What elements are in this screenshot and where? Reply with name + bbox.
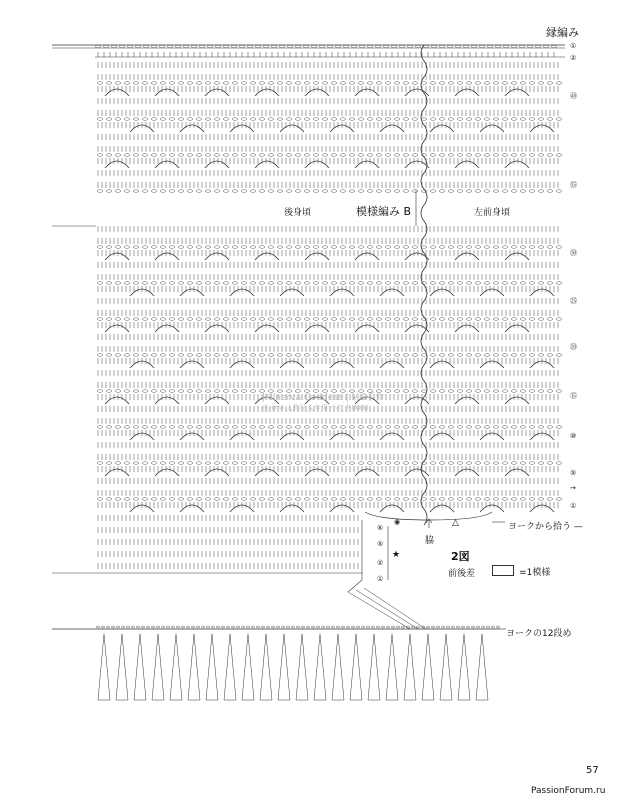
bottom-arrow: → xyxy=(570,484,576,492)
watermark-line-2: 由-(m) 人物私人专用 小红书(MG) xyxy=(262,404,369,412)
body-rows xyxy=(52,62,562,573)
front-diff-row-2: ② xyxy=(377,559,384,567)
legend-text: =1模様 xyxy=(519,568,551,578)
legend xyxy=(492,560,550,579)
side-label: 脇 xyxy=(425,536,435,546)
watermark-line-1: |Minerva Goddess | MG手作 xyxy=(262,393,385,403)
front-diff-row-5: ⑤ xyxy=(377,540,384,548)
edging-title: 縁編み xyxy=(546,26,579,39)
pickup-label-text: ヨークから拾う xyxy=(508,522,572,532)
page-number: 57 xyxy=(586,765,599,776)
body-row-20: ⑳ xyxy=(570,343,577,351)
legend-box xyxy=(492,565,514,576)
edging-row-2: ② xyxy=(570,54,577,62)
back-body-label: 後身頃 xyxy=(284,208,312,218)
yoke-section xyxy=(52,588,506,700)
body-row-10: ⑩ xyxy=(570,432,577,440)
body-row-30: ㉚ xyxy=(570,249,577,257)
diagram-title: 2図 xyxy=(451,550,470,563)
front-diff-row-6: ⑥ xyxy=(377,524,384,532)
star-marker: ★ xyxy=(392,550,401,560)
site-credit: PassionForum.ru xyxy=(531,786,606,796)
pattern-title: 模様編み B xyxy=(356,205,412,218)
body-row-15: ⑮ xyxy=(570,392,577,400)
body-row-35: ㉟ xyxy=(570,181,577,189)
yoke-row-label: ヨークの12段め xyxy=(506,629,572,639)
dot-marker: ◉ xyxy=(394,518,401,526)
pickup-label xyxy=(508,519,583,532)
left-front-label: 左前身頃 xyxy=(474,208,511,218)
front-diff-row-1: ① xyxy=(377,575,384,583)
body-row-40: ㊵ xyxy=(570,92,577,100)
triangle-marker: △ xyxy=(452,518,459,528)
front-diff-section xyxy=(96,515,388,592)
edging-row-1: ① xyxy=(570,42,577,50)
pickup-dash: — xyxy=(573,522,583,532)
body-row-5: ⑤ xyxy=(570,469,577,477)
diagram-subtitle: 前後差 xyxy=(448,569,476,579)
edging-lines xyxy=(52,45,565,57)
body-row-1: ① xyxy=(570,502,577,510)
body-row-25: ㉕ xyxy=(570,297,577,305)
